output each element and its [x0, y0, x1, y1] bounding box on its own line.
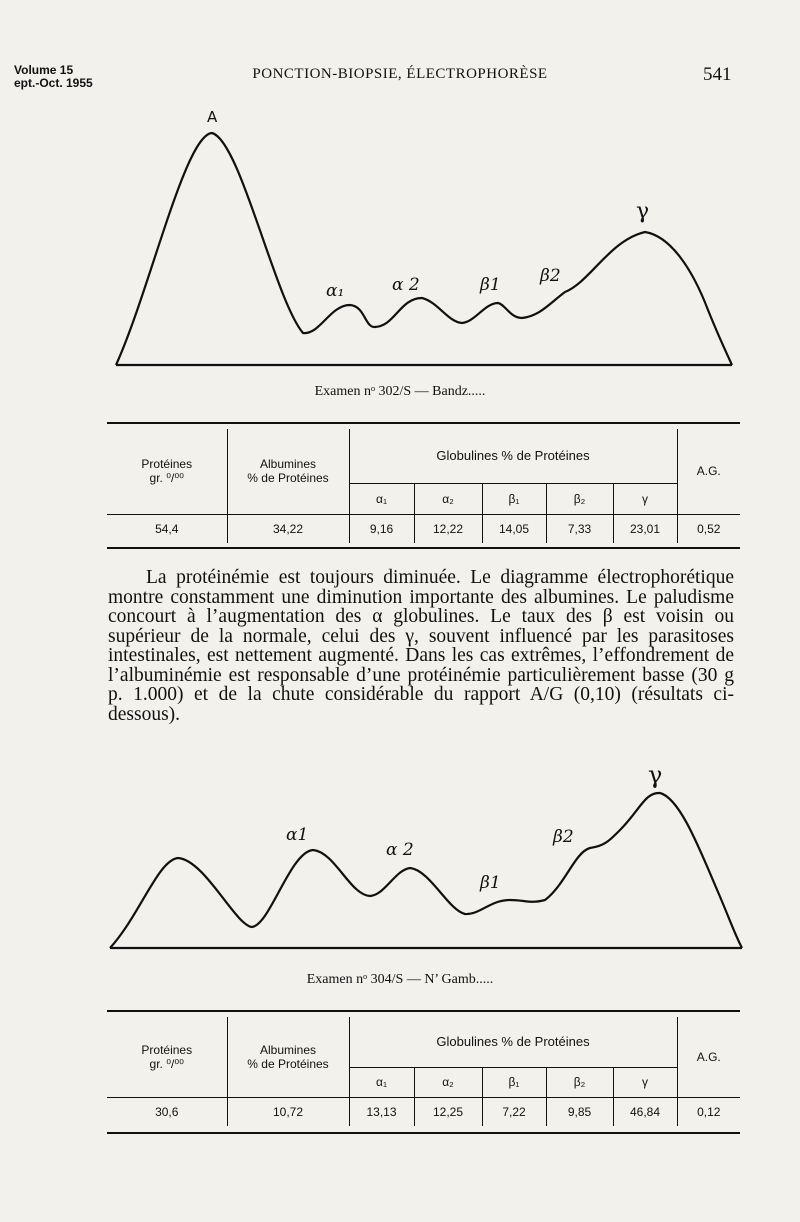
header-albumines [227, 1017, 349, 1097]
header-albumines-unit: % de Protéines [247, 471, 329, 486]
page-number: 541 [703, 64, 732, 85]
value-beta1: 7,22 [482, 1098, 546, 1126]
table-2-bottom-rule [107, 1132, 740, 1134]
subheader-alpha2: α₂ [414, 483, 482, 514]
subheader-alpha1: α₁ [349, 483, 414, 514]
value-beta2: 9,85 [546, 1098, 613, 1126]
body-paragraph [108, 568, 734, 724]
value-albumines: 34,22 [227, 515, 349, 543]
subheader-beta2: β₂ [546, 483, 613, 514]
value-proteines: 30,6 [107, 1098, 227, 1126]
value-alpha2: 12,25 [414, 1098, 482, 1126]
header-proteines [107, 429, 227, 514]
diagram-2-caption: Examen nᵒ 304/S — N’ Gamb..... [306, 972, 494, 987]
value-gamma: 46,84 [613, 1098, 677, 1126]
header-proteines-unit: gr. ⁰/⁰⁰ [149, 471, 184, 486]
subheader-gamma: γ [613, 483, 677, 514]
subheader-beta1: β₁ [482, 483, 546, 514]
value-albumines: 10,72 [227, 1098, 349, 1126]
diagram-1-curve [116, 133, 732, 365]
value-ag: 0,12 [697, 1105, 721, 1119]
header-albumines-label: Albumines [259, 1042, 317, 1057]
table-1-top-rule [107, 422, 740, 424]
header-albumines [227, 429, 349, 514]
table-2-top-rule [107, 1010, 740, 1012]
header-globulines: Globulines % de Protéines [349, 1017, 677, 1067]
peak-label-gamma: γ [636, 199, 650, 224]
value-alpha1: 9,16 [349, 515, 414, 543]
header-albumines-unit: % de Protéines [247, 1056, 329, 1071]
header-ag: A.G. [696, 464, 721, 479]
peak-label-beta1: β1 [480, 275, 501, 295]
running-header-title: PONCTION-BIOPSIE, ÉLECTROPHORÈSE [252, 66, 548, 82]
header-proteines-label: Protéines [141, 457, 193, 472]
value-alpha2: 12,22 [414, 515, 482, 543]
volume-label: Volume 15 [14, 63, 74, 77]
peak-label-beta1: β1 [480, 873, 501, 893]
header-globulines: Globulines % de Protéines [349, 429, 677, 483]
peak-label-alpha1: α1 [286, 825, 309, 845]
table-1-bottom-rule [107, 547, 740, 549]
subheader-alpha1: α₁ [349, 1067, 414, 1097]
peak-label-A: A [207, 108, 218, 126]
peak-label-beta2: β2 [553, 827, 574, 847]
peak-label-alpha2: α 2 [392, 275, 420, 295]
paragraph-text: La protéinémie est toujours diminuée. Le diagramme électrophorétique montre constamment une diminution importante des albumines. Le paludisme concourt à l’augmentation des α globulines. Le taux des β est voisin ou supérieur de la normale, celui des γ, souvent influencé par les parasitoses intestinales, est nettement augmenté. Dans les cas extrêmes, l’effondrement de l’albuminémie est responsable d’une protéinémie particulièrement basse (30 g p. 1.000) et de la chute considérable du rapport A/G (0,10) (résultats ci-dessous). [108, 567, 734, 725]
subheader-beta1: β₁ [482, 1067, 546, 1097]
header-proteines-unit: gr. ⁰/⁰⁰ [149, 1056, 184, 1071]
peak-label-beta2: β2 [540, 266, 561, 286]
header-ag: A.G. [696, 1049, 721, 1064]
peak-label-gamma: γ [648, 761, 663, 789]
value-proteines: 54,4 [107, 515, 227, 543]
diagram-1-caption: Examen nᵒ 302/S — Bandz..... [314, 384, 486, 399]
header-proteines [107, 1017, 227, 1097]
issue-date: ept.-Oct. 1955 [14, 76, 93, 90]
peak-label-alpha1: α₁ [326, 281, 345, 301]
value-alpha1: 13,13 [349, 1098, 414, 1126]
subheader-gamma: γ [613, 1067, 677, 1097]
value-ag: 0,52 [697, 522, 721, 536]
value-beta2: 7,33 [546, 515, 613, 543]
diagram-2-curve [110, 793, 742, 948]
subheader-beta2: β₂ [546, 1067, 613, 1097]
electrophoresis-diagram-2 [0, 755, 800, 955]
results-table-2 [107, 1017, 740, 1126]
subheader-alpha2: α₂ [414, 1067, 482, 1097]
header-proteines-label: Protéines [141, 1042, 193, 1057]
peak-label-alpha2: α 2 [386, 840, 414, 860]
results-table-1 [107, 429, 740, 543]
electrophoresis-diagram-1 [0, 100, 800, 385]
header-albumines-label: Albumines [259, 457, 317, 472]
value-gamma: 23,01 [613, 515, 677, 543]
value-beta1: 14,05 [482, 515, 546, 543]
